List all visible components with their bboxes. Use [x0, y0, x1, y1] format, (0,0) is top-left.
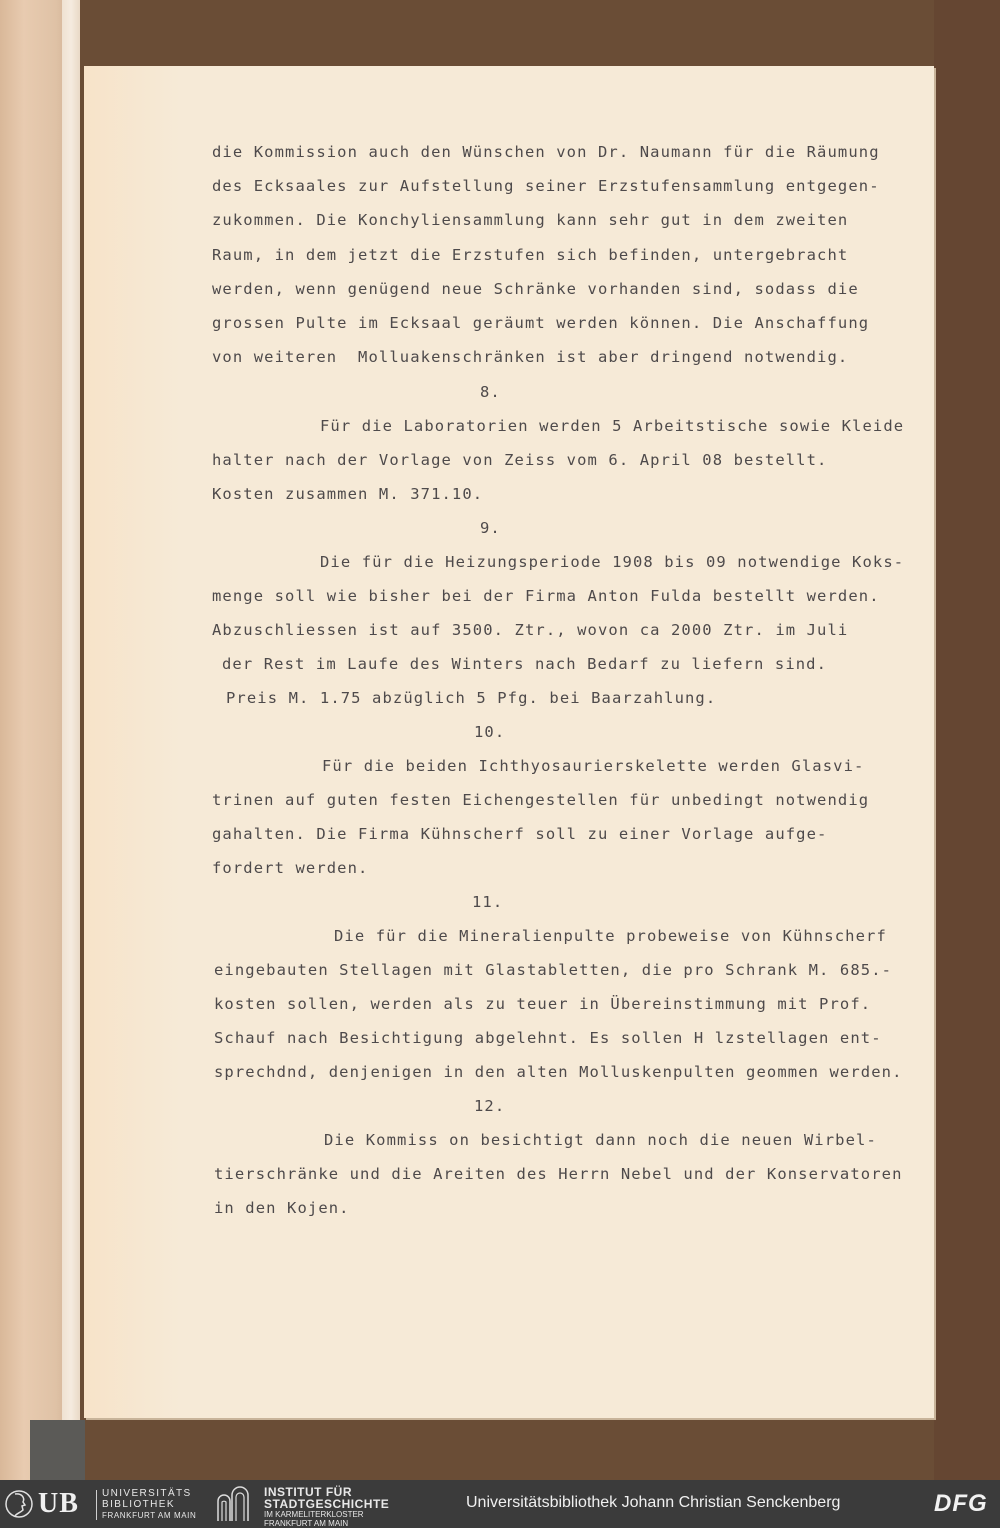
- ub-name: [102, 1488, 196, 1521]
- text-line: tierschränke und die Areiten des Herrn Nebel und der Konservatoren: [214, 1165, 903, 1183]
- text-line: Die für die Mineralienpulte probeweise von Kühnscherf: [334, 927, 887, 945]
- text-line: Raum, in dem jetzt die Erzstufen sich befinden, untergebracht: [212, 246, 849, 264]
- section-number: 12.: [474, 1097, 506, 1115]
- ub-letters: UB: [38, 1488, 79, 1519]
- text-line: Für die Laboratorien werden 5 Arbeitstische sowie Kleide: [320, 417, 905, 435]
- isg-name: [264, 1486, 389, 1528]
- section-number: 9.: [480, 519, 501, 537]
- isg-line: FRANKFURT AM MAIN: [264, 1519, 349, 1528]
- page-margin-tint: [84, 66, 180, 1418]
- text-line: Die Kommiss on besichtigt dann noch die neuen Wirbel-: [324, 1131, 877, 1149]
- text-line: halter nach der Vorlage von Zeiss vom 6. April 08 bestellt.: [212, 451, 828, 469]
- text-line: Für die beiden Ichthyosaurierskelette werden Glasvi-: [322, 757, 865, 775]
- text-line: kosten sollen, werden als zu teuer in Übereinstimmung mit Prof.: [214, 995, 872, 1013]
- text-line: die Kommission auch den Wünschen von Dr. Naumann für die Räumung: [212, 143, 880, 161]
- ub-line: FRANKFURT AM MAIN: [102, 1511, 197, 1520]
- text-line: fordert werden.: [212, 859, 369, 877]
- isg-line: INSTITUT FÜR: [264, 1485, 352, 1499]
- text-line: sprechdnd, denjenigen in den alten Molluskenpulten geommen werden.: [214, 1063, 903, 1081]
- text-line: trinen auf guten festen Eichengestellen für unbedingt notwendig: [212, 791, 870, 809]
- document-page: [84, 66, 934, 1418]
- ub-logo[interactable]: [4, 1486, 204, 1522]
- text-line: des Ecksaales zur Aufstellung seiner Erzstufensammlung entgegen-: [212, 177, 880, 195]
- text-line: Die für die Heizungsperiode 1908 bis 09 notwendige Koks-: [320, 553, 905, 571]
- section-number: 11.: [472, 893, 504, 911]
- text-line: in den Kojen.: [214, 1199, 350, 1217]
- text-line: eingebauten Stellagen mit Glastabletten, die pro Schrank M. 685.-: [214, 961, 893, 979]
- text-line: der Rest im Laufe des Winters nach Bedarf zu liefern sind.: [222, 655, 828, 673]
- text-line: werden, wenn genügend neue Schränke vorhanden sind, sodass die: [212, 280, 859, 298]
- text-line: Schauf nach Besichtigung abgelehnt. Es sollen H lzstellagen ent-: [214, 1029, 882, 1047]
- dfg-logo[interactable]: DFG: [934, 1490, 988, 1517]
- section-number: 8.: [480, 383, 501, 401]
- logo-divider: [96, 1490, 97, 1520]
- text-line: zukommen. Die Konchyliensammlung kann sehr gut in dem zweiten: [212, 211, 849, 229]
- scan-background: [934, 0, 1000, 1480]
- isg-line: STADTGESCHICHTE: [264, 1497, 390, 1511]
- footer-bar: [0, 1480, 1000, 1528]
- isg-line: IM KARMELITERKLOSTER: [264, 1510, 364, 1519]
- section-number: 10.: [474, 723, 506, 741]
- ub-line: BIBLIOTHEK: [102, 1499, 175, 1510]
- text-line: Abzuschliessen ist auf 3500. Ztr., wovon ca 2000 Ztr. im Juli: [212, 621, 849, 639]
- book-spine: [30, 1420, 85, 1480]
- goethe-profile-icon: [4, 1486, 34, 1522]
- library-title-link[interactable]: Universitätsbibliothek Johann Christian Senckenberg: [466, 1494, 841, 1511]
- ub-line: UNIVERSITÄTS: [102, 1488, 192, 1499]
- arches-icon: [214, 1485, 254, 1523]
- text-line: Kosten zusammen M. 371.10.: [212, 485, 484, 503]
- text-line: grossen Pulte im Ecksaal geräumt werden können. Die Anschaffung: [212, 314, 870, 332]
- isg-logo[interactable]: [214, 1485, 414, 1528]
- text-line: von weiteren Molluakenschränken ist aber dringend notwendig.: [212, 348, 849, 366]
- text-line: menge soll wie bisher bei der Firma Anton Fulda bestellt werden.: [212, 587, 880, 605]
- text-line: Preis M. 1.75 abzüglich 5 Pfg. bei Baarzahlung.: [226, 689, 717, 707]
- text-line: gahalten. Die Firma Kühnscherf soll zu einer Vorlage aufge-: [212, 825, 828, 843]
- book-page-edge: [62, 0, 80, 1480]
